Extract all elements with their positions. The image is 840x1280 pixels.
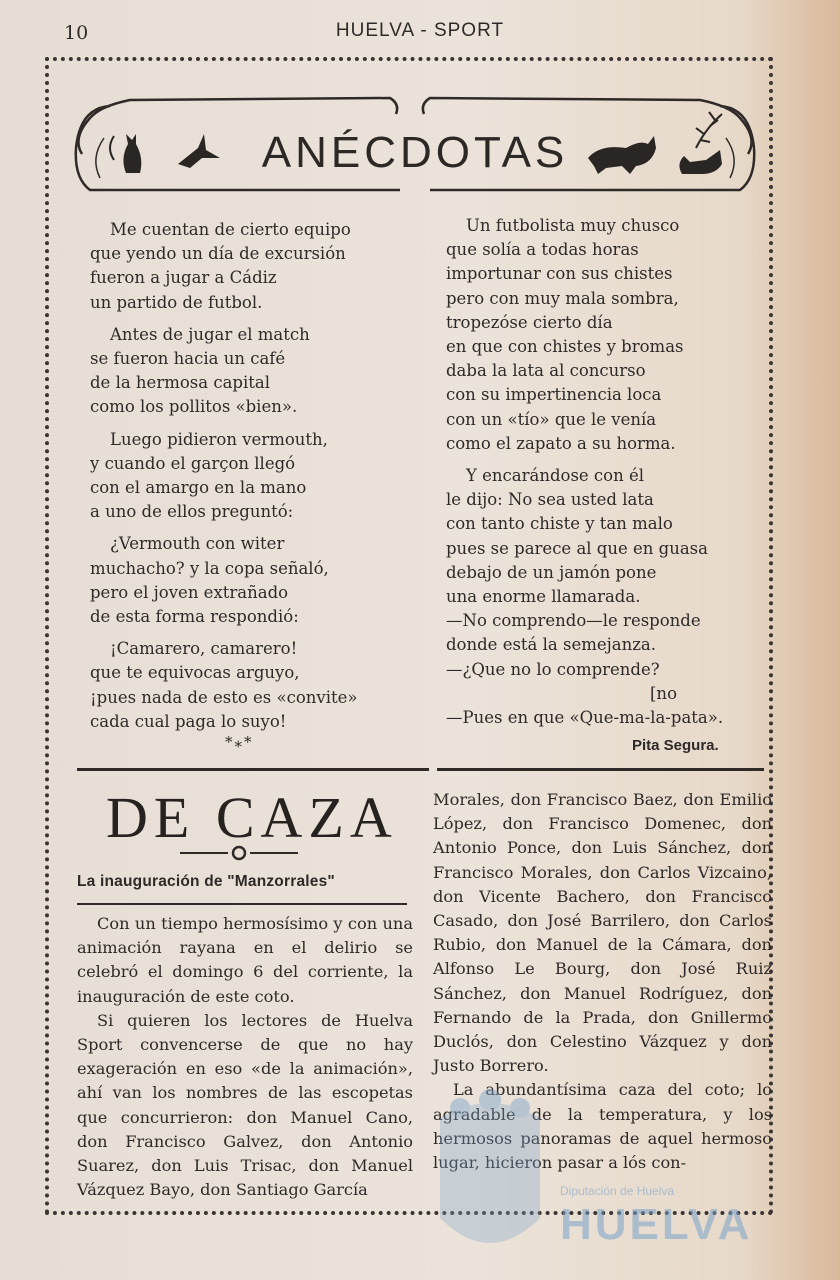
verse-line: se fueron hacia un café [90,349,286,369]
article-column-left [77,912,413,1202]
verse-line: debajo de un jamón pone [446,562,657,582]
verse-line: con un «tío» que le venía [446,409,657,429]
verse-line: le dijo: No sea usted lata [446,490,654,510]
verse-line: Luego pidieron vermouth, [110,429,328,449]
verse-line: un partido de futbol. [90,292,263,312]
verse-column-right [446,214,723,738]
verse-column-left [90,218,357,742]
title-ornament [180,844,298,862]
verse-line: fueron a jugar a Cádiz [90,268,277,288]
signature: Pita Segura. [632,737,719,754]
article-paragraph: Con un tiempo hermosísimo y con una animación rayana en el delirio se celebró el domingo 6 del corriente, la inauguración de este coto. [77,914,413,1006]
verse-line: ¿Vermouth con witer [110,534,285,554]
verse-line: Antes de jugar el match [110,324,310,344]
de-caza-subtitle: La inauguración de "Manzorrales" [77,873,335,890]
verse-line: que solía a todas horas [446,240,639,260]
verse-line: donde está la semejanza. [446,635,656,655]
verse-line: como el zapato a su horma. [446,433,676,453]
verse-line: ¡pues nada de esto es «convite» [90,687,358,707]
verse-line: y cuando el garçon llegó [90,453,296,473]
verse-line: con tanto chiste y tan malo [446,514,673,534]
section-rule-left [77,768,429,771]
verse-line: daba la lata al concurso [446,361,646,381]
running-title: HUELVA - SPORT [335,20,505,41]
verse-line: de la hermosa capital [90,373,271,393]
verse-line: en que con chistes y bromas [446,337,684,357]
watermark-caption: Diputación de Huelva [560,1184,675,1198]
article-paragraph: Morales, don Francisco Baez, don Emilio López, don Francisco Domenec, don Antonio Ponce, don Luis Sánchez, don Francisco Morales, don Carlos Vizcaino, don Vicente Bachero, don Francisco Casado, don José Barrilero, don Carlos Rubio, don Manuel de la Cámara, don Alfonso Le Bourg, don José Ruiz Sánchez, don Manuel Rodríguez, don Fernando de la Prada, don Gnillermo Duclós, don Celestino Vázquez y don Justo Borrero. [433,790,772,1076]
verse-line: pero con muy mala sombra, [446,288,679,308]
watermark-text: HUELVA [560,1200,753,1249]
verse-line: una enorme llamarada. [446,587,641,607]
verse-line: pues se parece al que en guasa [446,538,708,558]
verse-line: como los pollitos «bien». [90,397,298,417]
subtitle-underline [77,903,407,905]
verse-line: pero el joven extrañado [90,582,289,602]
verse-line: importunar con sus chistes [446,264,673,284]
stanza [90,532,357,629]
verse-line: [no [650,683,677,703]
verse-line: ¡Camarero, camarero! [110,639,298,659]
article-paragraph: Si quieren los lectores de Huelva Sport convencerse de que no hay exageración en eso «de la animación», ahí van los nombres de las escopetas que concurrieron: don Manuel Cano, don Francisco Galvez, don Antonio Suarez, don Luis Trisac, don Manuel Vázquez Bayo, don Santiago García [77,1010,413,1200]
verse-line: muchacho? y la copa señaló, [90,558,329,578]
stanza [90,323,357,420]
verse-line: Me cuentan de cierto equipo [110,220,351,239]
section-rule-right [437,768,764,771]
stanza [90,218,357,315]
verse-line: Un futbolista muy chusco [466,216,680,235]
stanza [90,637,357,734]
stanza [90,428,357,525]
verse-line: con el amargo en la mano [90,478,307,498]
verse-line: que yendo un día de excursión [90,244,346,264]
verse-line: —¿Que no lo comprende? [446,659,660,679]
verse-line: tropezóse cierto día [446,312,613,332]
verse-line: de esta forma respondió: [90,607,299,627]
verse-line: —No comprendo—le responde [446,611,701,631]
anecdotas-title: ANÉCDOTAS [261,128,569,177]
section-separator: *⁎* [225,733,254,751]
de-caza-title: DE CAZA [106,785,398,850]
verse-line: con su impertinencia loca [446,385,662,405]
verse-line: —Pues en que «Que-ma-la-pata». [446,708,724,728]
verse-line: Y encarándose con él [466,466,645,486]
verse-line: a uno de ellos preguntó: [90,502,294,522]
anecdotas-banner [70,78,760,200]
verse-line: cada cual paga lo suyo! [90,711,287,731]
stanza [446,214,723,456]
article-paragraph: La abundantísima caza del coto; lo agradable de la temperatura, y los hermosos panoramas de aquel hermoso lugar, hicieron pasar a lós con- [433,1080,772,1173]
verse-line: que te equivocas arguyo, [90,663,300,683]
stanza [446,464,723,730]
page-number: 10 [64,22,89,44]
